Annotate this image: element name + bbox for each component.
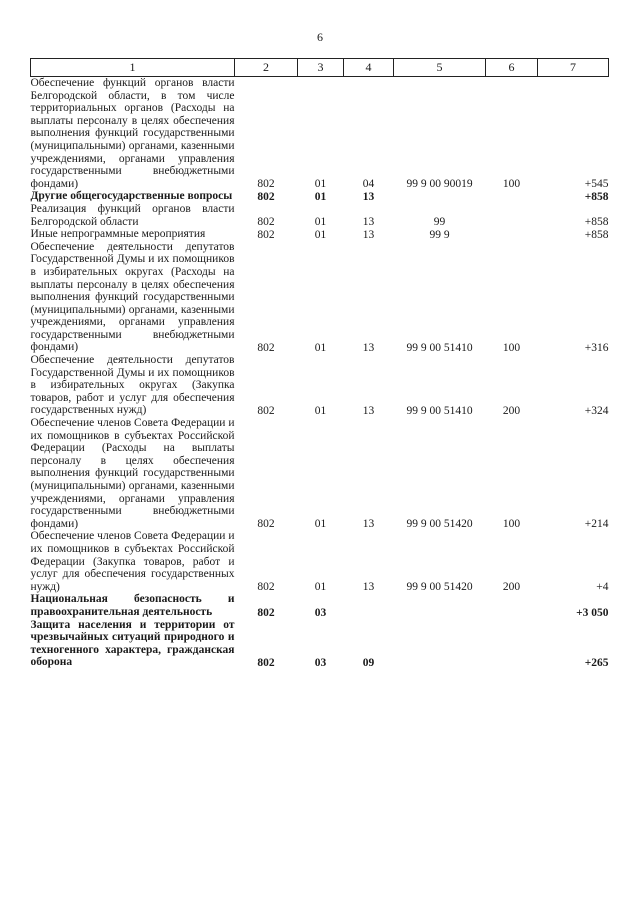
header-col-1: 1	[31, 59, 235, 77]
row-name: Обеспечение членов Совета Федерации и их помощников в субъектах Российской Федерации (Закупка товаров, работ и услуг для обеспечения государственных нужд)	[30, 530, 235, 593]
row-name: Другие общегосударственные вопросы	[30, 190, 233, 203]
row-expense-type	[486, 190, 538, 203]
row-target-article	[394, 593, 486, 618]
row-subsection	[344, 593, 394, 618]
table-body	[31, 77, 609, 669]
page-number: 6	[317, 30, 323, 44]
row-name: Обеспечение деятельности депутатов Государственной Думы и их помощников в избирательных округах (Расходы на выплаты персоналу в целях обеспечения выполнения функций государственными (муниципальными) органами, казенными учреждениями, органами управления государственными внебюджетными фондами)	[30, 240, 235, 354]
row-name: Национальная безопасность и правоохранительная деятельность	[30, 593, 235, 618]
row-subsection: 13	[362, 405, 375, 418]
row-grbs: 802	[257, 228, 275, 241]
row-sum: +545	[584, 178, 609, 191]
row-expense-type	[486, 228, 538, 241]
row-sum: +858	[584, 228, 609, 241]
row-grbs: 802	[257, 342, 275, 355]
table-header-row	[31, 59, 609, 77]
row-section: 01	[314, 342, 327, 355]
table-row	[31, 203, 609, 228]
row-target-article	[394, 190, 486, 203]
row-target-article	[394, 619, 486, 669]
row-subsection: 04	[362, 178, 375, 191]
table-row	[31, 593, 609, 618]
row-subsection: 13	[362, 216, 375, 229]
row-sum: +858	[584, 190, 609, 203]
row-section: 03	[314, 656, 327, 669]
row-target-article: 99 9 00 90019	[406, 178, 473, 191]
row-target-article: 99 9 00 51410	[406, 405, 473, 418]
row-name: Обеспечение членов Совета Федерации и их помощников в субъектах Российской Федерации (Расходы на выплаты персоналу в целях обеспечения выполнения функций государственными (муниципальными) органами, казенными учреждениями, органами управления государственными внебюджетными фондами)	[30, 417, 235, 530]
table-row	[31, 190, 609, 203]
header-col-5: 5	[394, 59, 486, 77]
row-target-article: 99 9 00 51420	[406, 518, 473, 531]
budget-table	[30, 58, 609, 669]
row-expense-type: 100	[502, 518, 521, 531]
row-section: 01	[314, 518, 327, 531]
row-grbs: 802	[257, 581, 275, 594]
row-sum: +4	[596, 581, 609, 594]
row-grbs: 802	[257, 216, 275, 229]
row-section: 03	[314, 606, 327, 619]
row-section: 01	[314, 228, 327, 241]
row-expense-type: 100	[502, 178, 521, 191]
row-grbs: 802	[257, 656, 275, 669]
header-col-3: 3	[298, 59, 344, 77]
header-col-4: 4	[344, 59, 394, 77]
row-expense-type: 100	[502, 342, 521, 355]
row-sum: +214	[584, 518, 609, 531]
row-grbs: 802	[257, 178, 275, 191]
table-row	[31, 241, 609, 354]
row-target-article: 99 9 00 51420	[406, 581, 473, 594]
row-expense-type	[486, 619, 538, 669]
row-subsection: 13	[362, 518, 375, 531]
row-expense-type	[486, 593, 538, 618]
row-subsection: 09	[362, 656, 375, 669]
row-grbs: 802	[257, 190, 275, 203]
row-section: 01	[314, 190, 327, 203]
row-sum: +324	[584, 405, 609, 418]
row-name: Иные непрограммные мероприятия	[30, 228, 206, 241]
header-col-6: 6	[486, 59, 538, 77]
row-grbs: 802	[257, 606, 275, 619]
row-name: Защита населения и территории от чрезвычайных ситуаций природного и техногенного характера, гражданская оборона	[30, 618, 235, 669]
row-target-article: 99	[433, 216, 446, 229]
row-sum: +3 050	[576, 606, 609, 619]
row-expense-type: 200	[502, 581, 521, 594]
row-subsection: 13	[362, 581, 375, 594]
row-name: Реализация функций органов власти Белгородской области	[30, 202, 235, 228]
row-section: 01	[314, 581, 327, 594]
row-name: Обеспечение деятельности депутатов Государственной Думы и их помощников в избирательных округах (Закупка товаров, работ и услуг для обеспечения государственных нужд)	[30, 354, 235, 417]
row-sum: +316	[584, 342, 609, 355]
table-row	[31, 530, 609, 593]
row-target-article: 99 9	[429, 228, 450, 241]
row-expense-type: 200	[502, 405, 521, 418]
row-section: 01	[314, 216, 327, 229]
row-subsection: 13	[362, 342, 375, 355]
row-subsection: 13	[362, 228, 375, 241]
row-grbs: 802	[257, 518, 275, 531]
header-col-2: 2	[235, 59, 298, 77]
table-row	[31, 77, 609, 191]
table-row	[31, 228, 609, 241]
header-col-7: 7	[538, 59, 609, 77]
table-row	[31, 417, 609, 530]
row-sum: +265	[584, 656, 609, 669]
row-section: 01	[314, 178, 327, 191]
row-name: Обеспечение функций органов власти Белгородской области, в том числе территориальных органов (Расходы на выплаты персоналу в целях обеспечения выполнения функций государственными (муниципальными) органами, казенными учреждениями, органами управления государственными внебюджетными фондами)	[30, 77, 235, 190]
table-row	[31, 354, 609, 417]
row-expense-type	[486, 203, 538, 228]
row-target-article: 99 9 00 51410	[406, 342, 473, 355]
row-subsection: 13	[362, 190, 375, 203]
row-section: 01	[314, 405, 327, 418]
row-grbs: 802	[257, 405, 275, 418]
row-sum: +858	[584, 216, 609, 229]
table-row	[31, 619, 609, 669]
